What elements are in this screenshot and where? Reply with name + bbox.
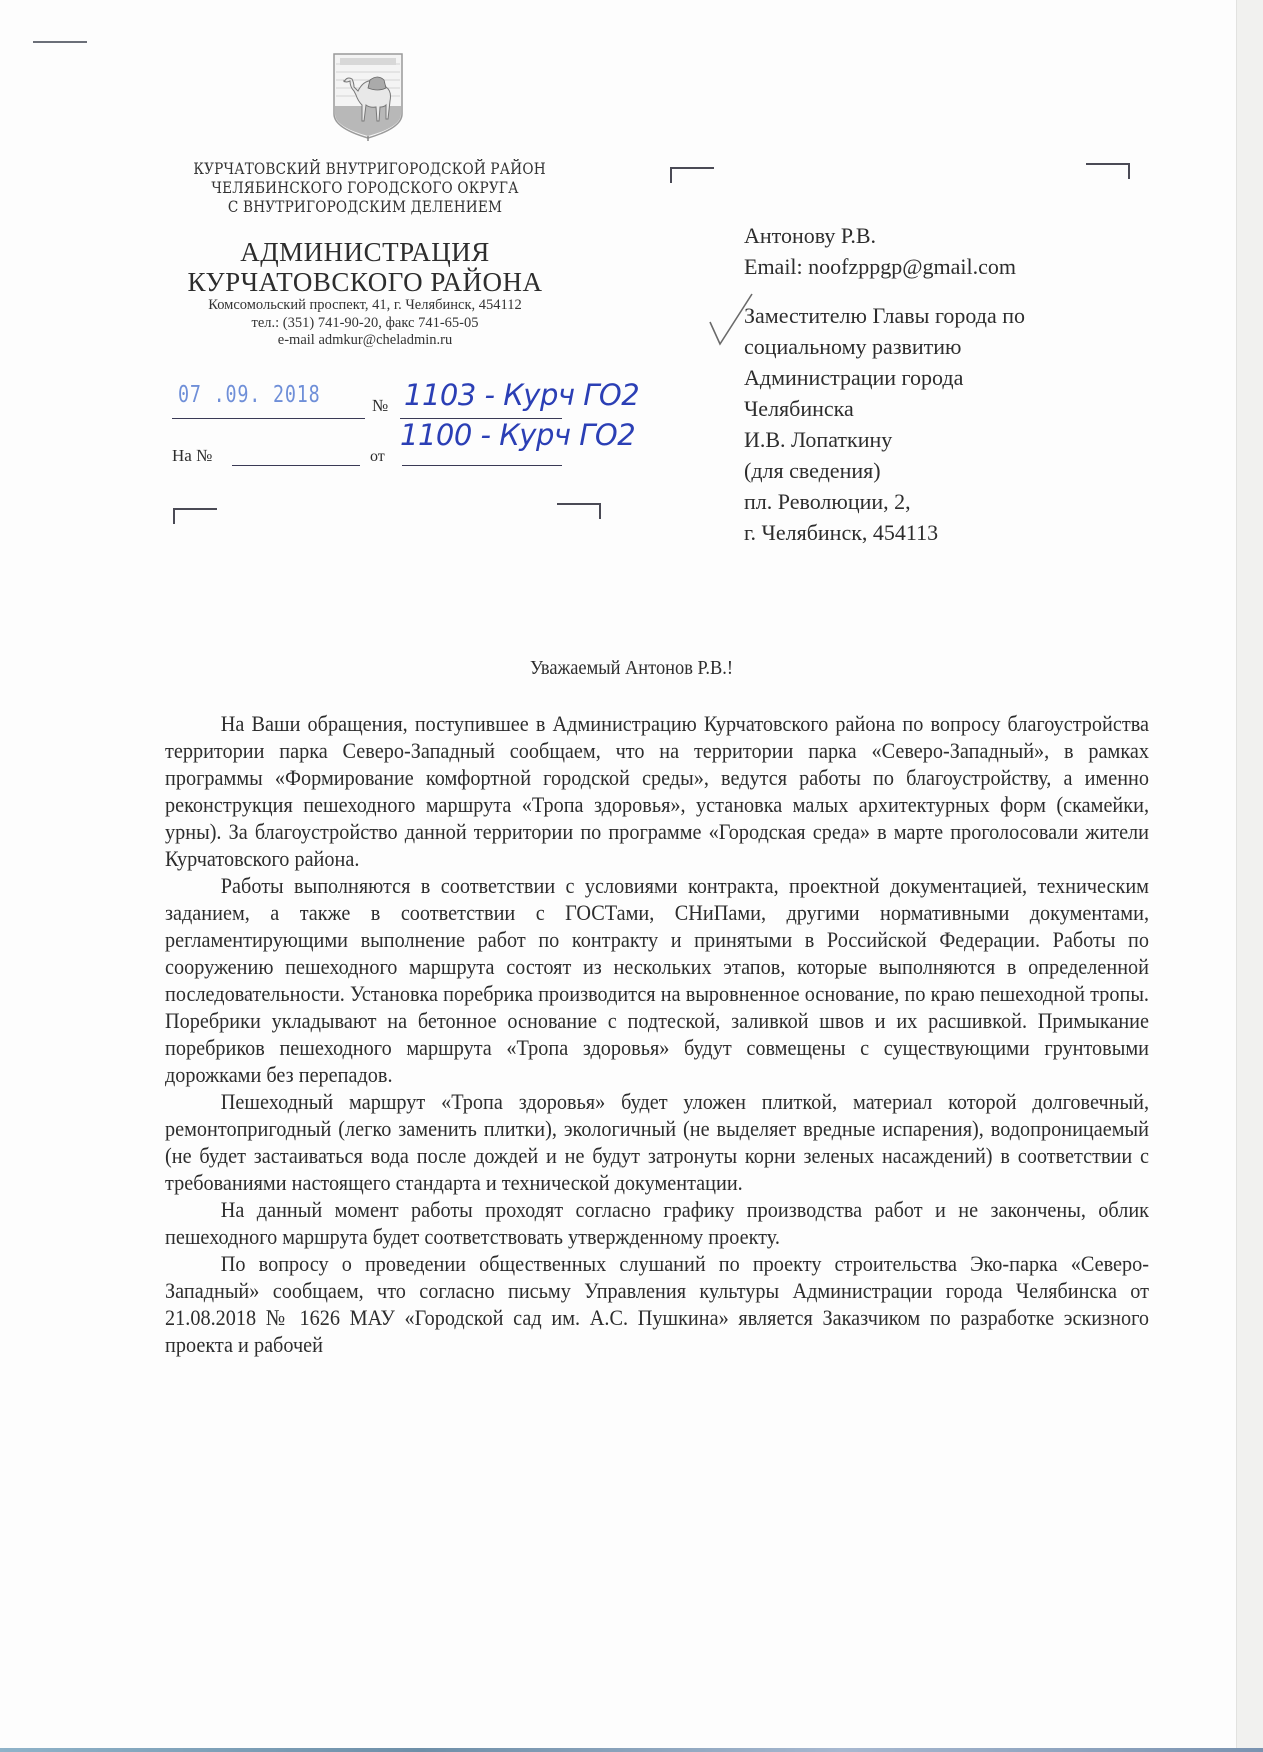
camel-coat-of-arms-icon: [330, 50, 406, 142]
secondary-recipient-line: (для сведения): [744, 458, 881, 483]
corner-bracket: [173, 508, 217, 524]
secondary-recipient-line: г. Челябинск, 454113: [744, 520, 939, 545]
secondary-recipient-line: Администрации города: [744, 365, 964, 390]
email-line: e-mail admkur@cheladmin.ru: [277, 332, 453, 348]
date-underline: [172, 418, 365, 419]
secondary-recipient-line: И.В. Лопаткину: [744, 427, 893, 452]
from-label: от: [370, 448, 385, 465]
scan-page-edge: [1236, 0, 1263, 1752]
recipient-email: Email: noofzppgp@gmail.com: [744, 254, 1016, 279]
body-paragraph: По вопросу о проведении общественных слушаний по проекту строительства Эко-парка «Северо-Западный» сообщаем, что согласно письму Управления культуры Администрации города Челябинска от 21.08.2018 № 1626 МАУ «Городской сад им. А.С. Пушкина» является Заказчиком по разработке эскизного проекта и рабочей: [165, 1251, 1150, 1357]
number-label: №: [372, 396, 389, 415]
corner-bracket: [670, 167, 714, 183]
recipient-name: Антонову Р.В.: [744, 223, 877, 248]
letter-body: [165, 710, 1150, 1358]
corner-bracket: [1086, 163, 1130, 179]
scan-bottom-edge: [0, 1748, 1263, 1752]
scan-mark: [33, 41, 87, 43]
phone-line: тел.: (351) 741-90-20, факс 741-65-05: [251, 314, 479, 331]
handwritten-number: 1103 - Курч ГО2: [404, 378, 640, 412]
reply-number-label: На №: [172, 446, 213, 465]
sender-header: [170, 160, 560, 350]
admin-title: КУРЧАТОВСКОГО РАЙОНА: [187, 267, 543, 297]
date-stamp: 07 .09. 2018: [178, 382, 321, 408]
body-paragraph: Работы выполняются в соответствии с условиями контракта, проектной документацией, техническим заданием, а также в соответствии с ГОСТами, СНиПами, другими нормативными документами, регламентирующими выполнение работ по контракту и принятыми в Российской Федерации. Работы по сооружению пешеходного маршрута состоят из нескольких этапов, которые выполняются в определенной последовательности. Установка поребрика производится на выровненное основание, по краю пешеходной тропы. Поребрики укладывают на бетонное основание с подтеской, заливкой швов и их расшивкой. Примыкание поребриков пешеходного маршрута «Тропа здоровья» будут совмещены с существующими грунтовыми дорожками без перепадов.: [165, 873, 1150, 1087]
secondary-recipient-line: социальному развитию: [744, 334, 962, 359]
body-paragraph: На данный момент работы проходят согласно графику производства работ и не закончены, облик пешеходного маршрута будет соответствовать утвержденному проекту.: [165, 1197, 1150, 1249]
admin-title: АДМИНИСТРАЦИЯ: [240, 237, 490, 267]
handwritten-from: 1100 - Курч ГО2: [400, 418, 636, 452]
secondary-recipient-line: Челябинска: [744, 396, 854, 421]
corner-bracket: [557, 503, 601, 519]
salutation: Уважаемый Антонов Р.В.!: [529, 657, 734, 679]
from-underline: [402, 465, 562, 466]
address-line: Комсомольский проспект, 41, г. Челябинск, 454112: [208, 297, 522, 313]
recipient-block: [744, 220, 1025, 548]
district-line: ЧЕЛЯБИНСКОГО ГОРОДСКОГО ОКРУГА: [211, 179, 519, 197]
secondary-recipient-line: Заместителю Главы города по: [744, 303, 1026, 328]
reply-number-underline: [232, 465, 360, 466]
body-paragraph: На Ваши обращения, поступившее в Администрацию Курчатовского района по вопросу благоустройства территории парка Северо-Западный сообщаем, что на территории парка «Северо-Западный», в рамках программы «Формирование комфортной городской среды», ведутся работы по благоустройству, а именно реконструкция пешеходного маршрута «Тропа здоровья», установка малых архитектурных форм (скамейки, урны). За благоустройство данной территории по программе «Городская среда» в марте проголосовали жители Курчатовского района.: [165, 711, 1150, 871]
secondary-recipient-line: пл. Революции, 2,: [744, 489, 911, 514]
district-line: КУРЧАТОВСКИЙ ВНУТРИГОРОДСКОЙ РАЙОН: [193, 160, 546, 178]
district-line: С ВНУТРИГОРОДСКИМ ДЕЛЕНИЕМ: [227, 198, 503, 216]
body-paragraph: Пешеходный маршрут «Тропа здоровья» будет уложен плиткой, материал которой долговечный, ремонтопригодный (легко заменить плитки), экологичный (не выделяет вредные испарения), водопроницаемый (не будет застаиваться вода после дождей и не будут затронуты корни зеленых насаждений) в соответствии с требованиями настоящего стандарта и технической документации.: [165, 1089, 1150, 1195]
